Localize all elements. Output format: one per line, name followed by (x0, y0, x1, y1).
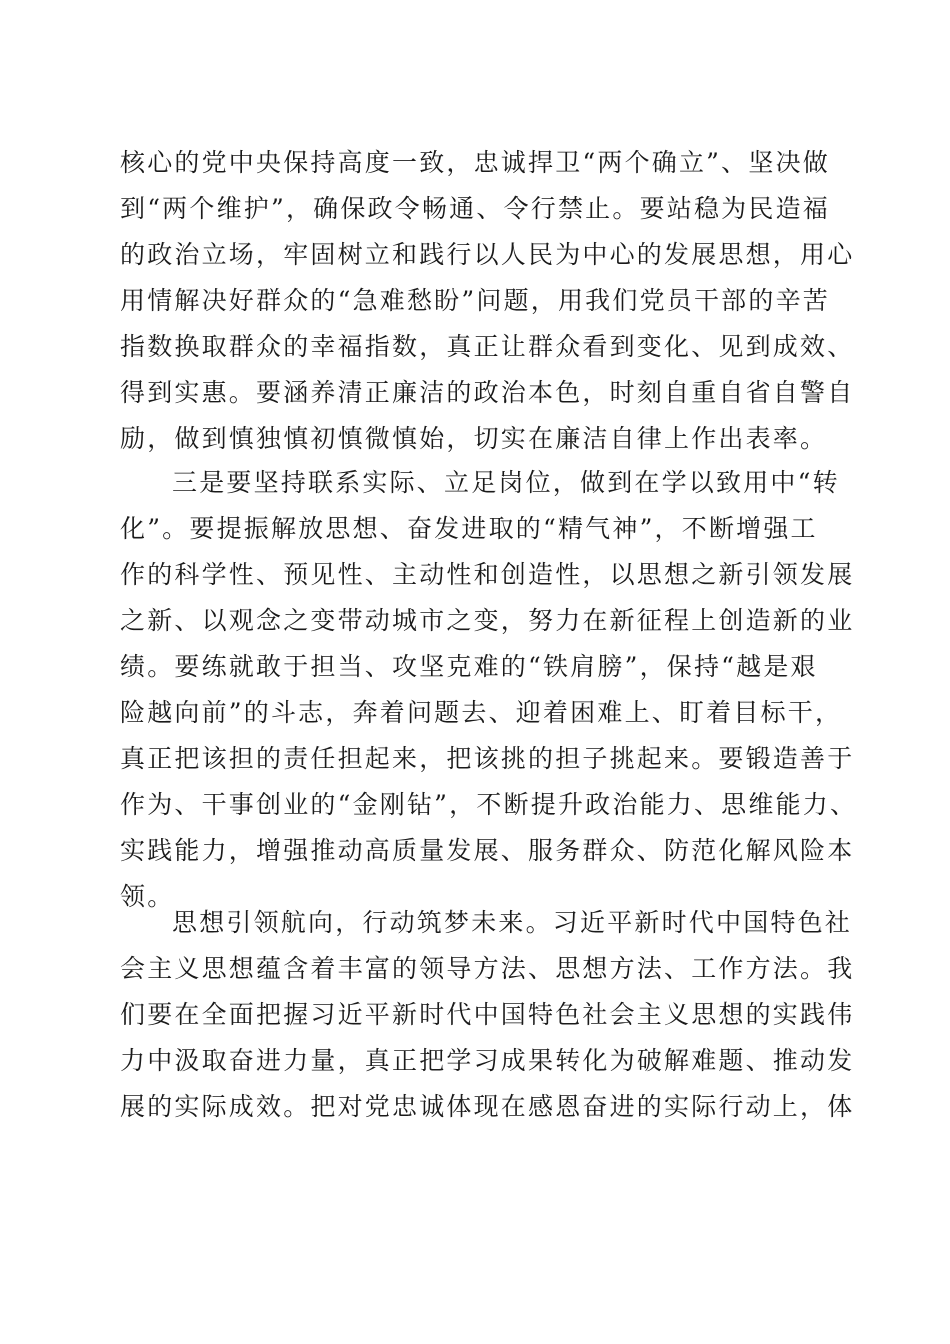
text-line: 展的实际成效。把对党忠诚体现在感恩奋进的实际行动上，体 (120, 1092, 855, 1121)
text-line: 险越向前”的斗志，奔着问题去、迎着困难上、盯着目标干， (120, 698, 843, 727)
text-line: 实践能力，增强推动高质量发展、服务群众、防范化解风险本 (120, 836, 855, 865)
text-line: 真正把该担的责任担起来，把该挑的担子挑起来。要锻造善于 (120, 744, 855, 773)
text-line: 到“两个维护”，确保政令畅通、令行禁止。要站稳为民造福 (120, 194, 830, 223)
text-line: 得到实惠。要涵养清正廉洁的政治本色，时刻自重自省自警自 (120, 378, 855, 407)
text-line: 指数换取群众的幸福指数，真正让群众看到变化、见到成效、 (120, 332, 855, 361)
text-line: 化”。要提振解放思想、奋发进取的“精气神”，不断增强工 (120, 514, 818, 543)
text-line: 励，做到慎独慎初慎微慎始，切实在廉洁自律上作出表率。 (120, 424, 828, 453)
text-line: 的政治立场，牢固树立和践行以人民为中心的发展思想，用心 (120, 240, 855, 269)
paragraph-2 (120, 460, 858, 920)
text-line: 之新、以观念之变带动城市之变，努力在新征程上创造新的业 (120, 606, 855, 635)
text-line: 力中汲取奋进力量，真正把学习成果转化为破解难题、推动发 (120, 1046, 855, 1075)
text-line: 们要在全面把握习近平新时代中国特色社会主义思想的实践伟 (120, 1000, 855, 1029)
text-line: 作为、干事创业的“金刚钻”，不断提升政治能力、思维能力、 (120, 790, 858, 819)
text-line: 三是要坚持联系实际、立足岗位，做到在学以致用中“转 (172, 468, 840, 497)
text-line: 领。 (120, 882, 175, 911)
text-line: 核心的党中央保持高度一致，忠诚捍卫“两个确立”、坚决做 (120, 148, 830, 177)
text-line: 作的科学性、预见性、主动性和创造性，以思想之新引领发展 (120, 560, 855, 589)
text-line: 思想引领航向，行动筑梦未来。习近平新时代中国特色社 (172, 908, 853, 937)
text-line: 用情解决好群众的“急难愁盼”问题，用我们党员干部的辛苦 (120, 286, 830, 315)
text-line: 会主义思想蕴含着丰富的领导方法、思想方法、工作方法。我 (120, 954, 855, 983)
paragraph-3 (120, 900, 855, 1130)
paragraph-1 (120, 140, 855, 462)
text-line: 绩。要练就敢于担当、攻坚克难的“铁肩膀”，保持“越是艰 (120, 652, 818, 681)
